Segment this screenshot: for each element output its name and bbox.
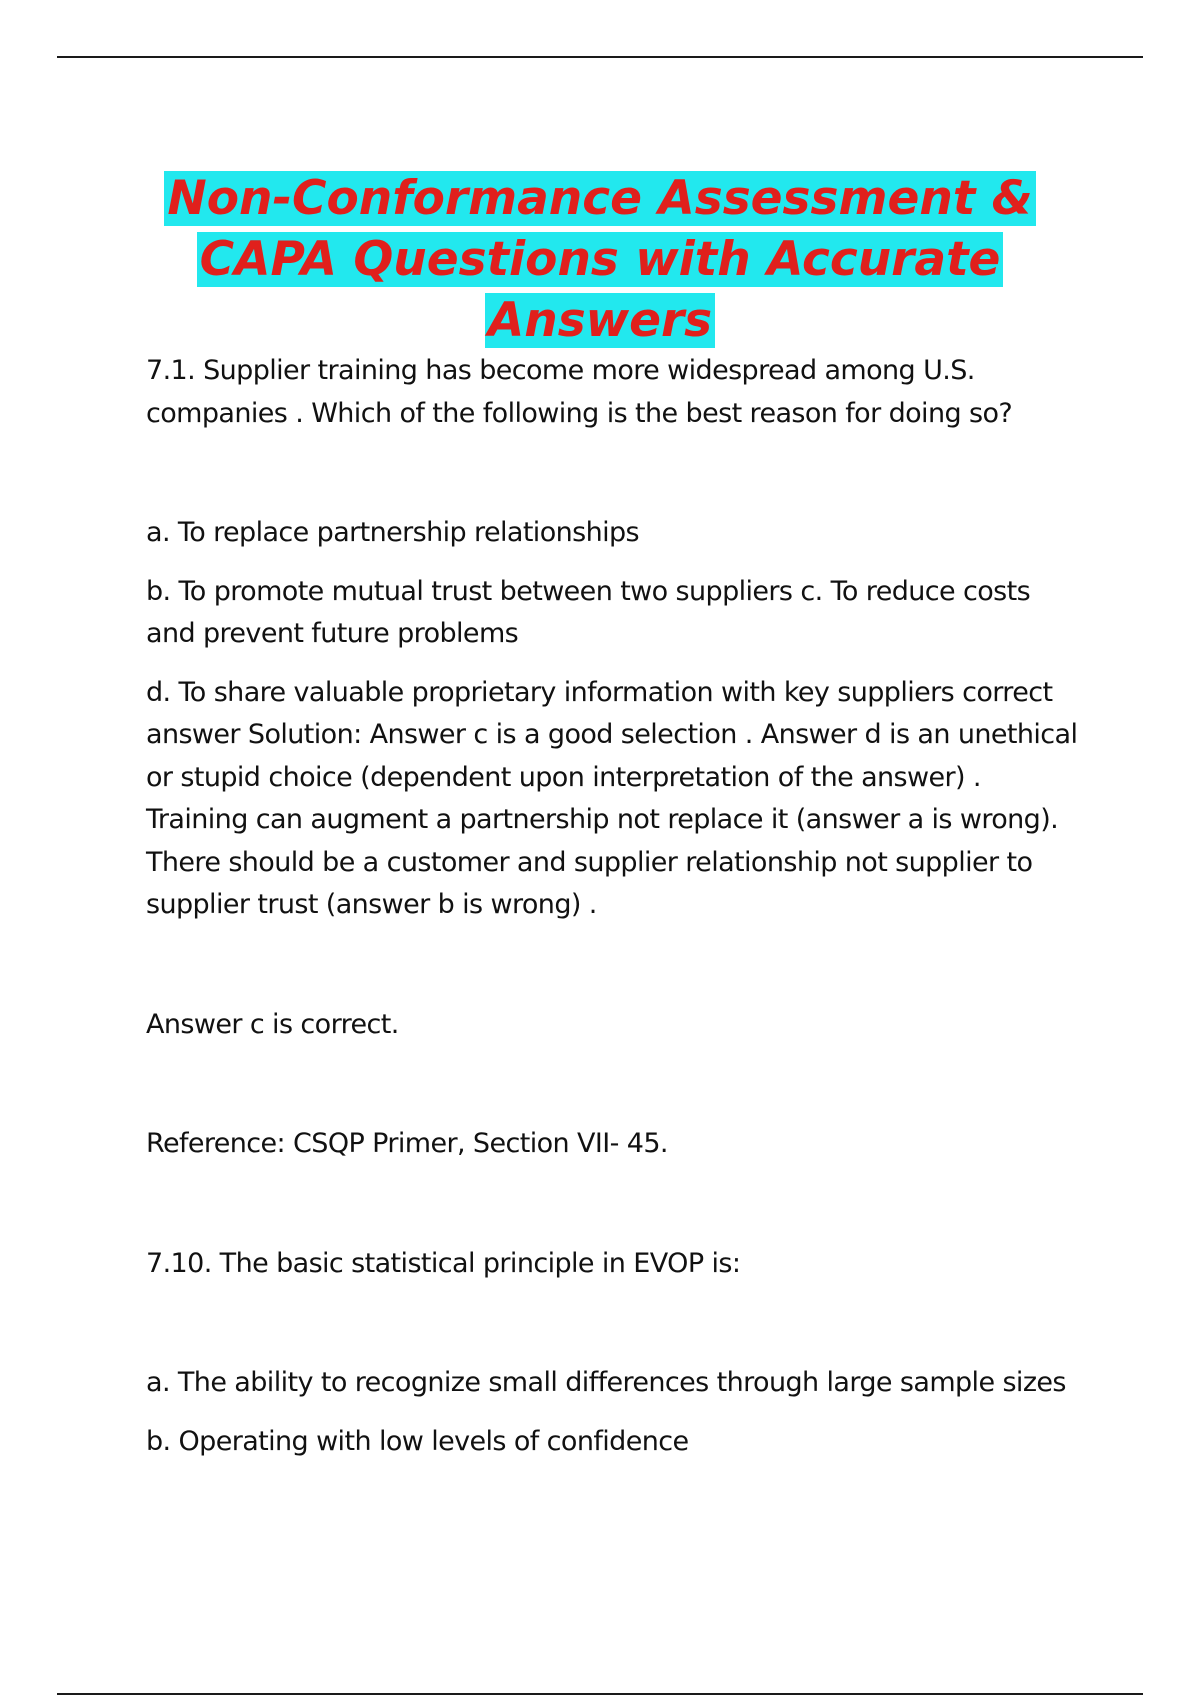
bottom-rule [57,1693,1143,1695]
question-7-1: 7.1. Supplier training has become more widespread among U.S. companies . Which of the following is the best reason for doing so? [146,355,1013,429]
title-line-3: Answers [485,293,715,348]
title-line-2: CAPA Questions with Accurate [197,232,1004,287]
question-7-1-reference: Reference: CSQP Primer, Section VII- 45. [146,1128,668,1159]
question-7-1-correct-answer: Answer c is correct. [146,1008,399,1040]
question-7-10: 7.10. The basic statistical principle in EVOP is: [146,1247,741,1279]
top-rule [57,56,1143,58]
question-7-10-option-a: a. The ability to recognize small differences through large sample sizes [146,1367,1066,1398]
title-line-1: Non-Conformance Assessment & [164,171,1035,226]
document-body [146,350,1086,1463]
question-7-1-option-d-solution: d. To share valuable proprietary information with key suppliers correct answer Solution: Answer c is a good selection . Answer d is an unethical or stupid choice (dependent upon interpretation of the answer) . Training can augment a partnership not replace it (answer a is wrong). There should be a customer and supplier relationship not supplier to supplier trust (answer b is wrong) . [146,676,1078,920]
question-7-1-option-b-c: b. To promote mutual trust between two suppliers c. To reduce costs and prevent future problems [146,575,1031,649]
question-7-10-option-b: b. Operating with low levels of confidence [146,1425,689,1457]
question-7-1-option-a: a. To replace partnership relationships [146,517,640,548]
page-title [100,168,1100,351]
